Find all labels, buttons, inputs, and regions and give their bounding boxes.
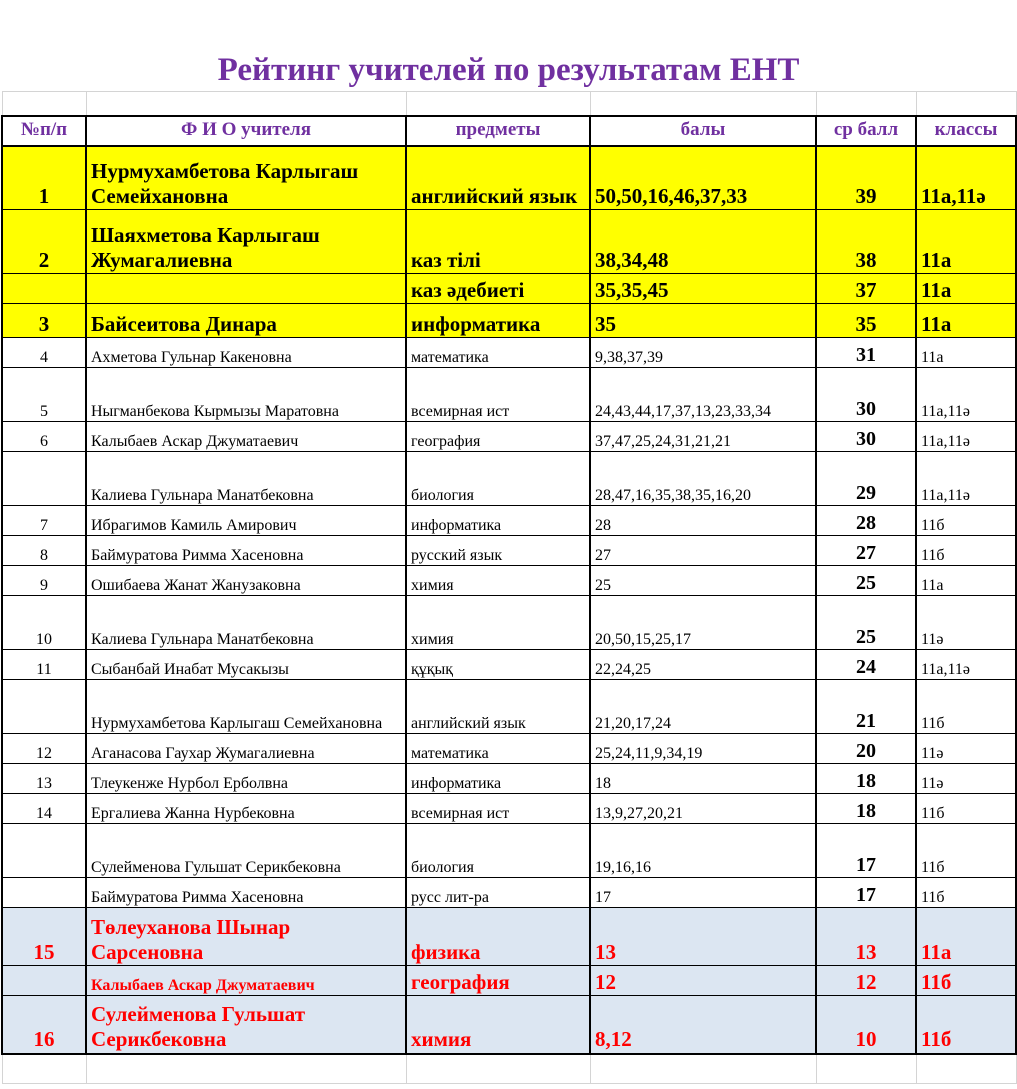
cell-avg: 17 <box>816 824 916 878</box>
cell-subject: құқық <box>406 650 590 680</box>
table-row <box>2 422 1016 452</box>
cell-subject: русс лит-ра <box>406 878 590 908</box>
cell-subject: каз әдебиеті <box>406 274 590 304</box>
cell-scores: 18 <box>590 764 816 794</box>
cell-classes: 11б <box>916 680 1016 734</box>
cell-scores: 22,24,25 <box>590 650 816 680</box>
table-row <box>2 794 1016 824</box>
cell-name: Тлеукенже Нурбол Ерболвна <box>86 764 406 794</box>
cell-classes: 11а <box>916 274 1016 304</box>
cell-avg: 31 <box>816 338 916 368</box>
cell-name: Калыбаев Аскар Джуматаевич <box>86 422 406 452</box>
cell-num <box>2 452 86 506</box>
cell-name: Ошибаева Жанат Жанузаковна <box>86 566 406 596</box>
cell-classes: 11б <box>916 506 1016 536</box>
cell-subject: биология <box>406 452 590 506</box>
cell-name: Ахметова Гульнар Какеновна <box>86 338 406 368</box>
cell-num <box>2 824 86 878</box>
cell-num <box>2 680 86 734</box>
cell-scores: 12 <box>590 966 816 996</box>
cell-name: Сулейменова Гульшат Серикбековна <box>86 996 406 1054</box>
cell-avg: 39 <box>816 146 916 210</box>
cell-avg: 27 <box>816 536 916 566</box>
cell-scores: 28,47,16,35,38,35,16,20 <box>590 452 816 506</box>
cell-scores: 9,38,37,39 <box>590 338 816 368</box>
cell-classes: 11а,11ә <box>916 452 1016 506</box>
cell-name: Сыбанбай Инабат Мусакызы <box>86 650 406 680</box>
cell-avg: 30 <box>816 422 916 452</box>
cell-avg: 18 <box>816 794 916 824</box>
cell-num <box>2 878 86 908</box>
cell-classes: 11ә <box>916 596 1016 650</box>
cell-avg: 37 <box>816 274 916 304</box>
cell-classes: 11а,11ә <box>916 650 1016 680</box>
cell-subject: биология <box>406 824 590 878</box>
cell-subject: информатика <box>406 764 590 794</box>
cell-num: 15 <box>2 908 86 966</box>
cell-scores: 24,43,44,17,37,13,23,33,34 <box>590 368 816 422</box>
table-header <box>2 116 1016 146</box>
page-title: Рейтинг учителей по результатам ЕНТ <box>217 52 800 88</box>
cell-name: Ергалиева Жанна Нурбековна <box>86 794 406 824</box>
cell-num: 1 <box>2 146 86 210</box>
cell-name: Аганасова Гаухар Жумагалиевна <box>86 734 406 764</box>
table-row <box>2 146 1016 210</box>
cell-scores: 25,24,11,9,34,19 <box>590 734 816 764</box>
cell-subject: информатика <box>406 304 590 338</box>
table-row <box>2 368 1016 422</box>
cell-avg: 21 <box>816 680 916 734</box>
cell-num <box>2 274 86 304</box>
cell-classes: 11а,11ә <box>916 368 1016 422</box>
cell-classes: 11б <box>916 996 1016 1054</box>
cell-avg: 38 <box>816 210 916 274</box>
cell-avg: 10 <box>816 996 916 1054</box>
table-row <box>2 210 1016 274</box>
cell-scores: 50,50,16,46,37,33 <box>590 146 816 210</box>
cell-avg: 13 <box>816 908 916 966</box>
header-num: №п/п <box>2 116 86 146</box>
table-row <box>2 536 1016 566</box>
cell-avg: 18 <box>816 764 916 794</box>
cell-subject: английский язык <box>406 680 590 734</box>
cell-classes: 11б <box>916 824 1016 878</box>
cell-scores: 25 <box>590 566 816 596</box>
cell-avg: 12 <box>816 966 916 996</box>
cell-avg: 20 <box>816 734 916 764</box>
cell-subject: химия <box>406 596 590 650</box>
cell-num: 13 <box>2 764 86 794</box>
cell-scores: 17 <box>590 878 816 908</box>
cell-classes: 11б <box>916 536 1016 566</box>
cell-num: 14 <box>2 794 86 824</box>
table-row <box>2 650 1016 680</box>
cell-classes: 11а,11ә <box>916 422 1016 452</box>
cell-subject: каз тілі <box>406 210 590 274</box>
cell-avg: 25 <box>816 566 916 596</box>
table-row <box>2 452 1016 506</box>
cell-classes: 11а,11ә <box>916 146 1016 210</box>
table-row <box>2 506 1016 536</box>
cell-name: Баймуратова Римма Хасеновна <box>86 878 406 908</box>
cell-num <box>2 966 86 996</box>
cell-classes: 11а <box>916 304 1016 338</box>
cell-name: Калиева Гульнара Манатбековна <box>86 596 406 650</box>
table-row <box>2 908 1016 966</box>
table-row <box>2 596 1016 650</box>
cell-classes: 11б <box>916 794 1016 824</box>
cell-scores: 21,20,17,24 <box>590 680 816 734</box>
cell-subject: русский язык <box>406 536 590 566</box>
cell-name: Калиева Гульнара Манатбековна <box>86 452 406 506</box>
header-classes: классы <box>916 116 1016 146</box>
cell-avg: 28 <box>816 506 916 536</box>
cell-scores: 19,16,16 <box>590 824 816 878</box>
cell-scores: 13 <box>590 908 816 966</box>
table-row <box>2 996 1016 1054</box>
cell-name: Нурмухамбетова Карлыгаш Семейхановна <box>86 680 406 734</box>
cell-num: 12 <box>2 734 86 764</box>
cell-classes: 11а <box>916 908 1016 966</box>
cell-scores: 35 <box>590 304 816 338</box>
cell-name <box>86 274 406 304</box>
cell-name: Төлеуханова Шынар Сарсеновна <box>86 908 406 966</box>
cell-name: Баймуратова Римма Хасеновна <box>86 536 406 566</box>
cell-subject: математика <box>406 338 590 368</box>
header-avg: ср балл <box>816 116 916 146</box>
cell-scores: 28 <box>590 506 816 536</box>
cell-name: Ныгманбекова Кырмызы Маратовна <box>86 368 406 422</box>
cell-num: 3 <box>2 304 86 338</box>
cell-avg: 24 <box>816 650 916 680</box>
header-subject: предметы <box>406 116 590 146</box>
cell-avg: 35 <box>816 304 916 338</box>
cell-name: Сулейменова Гульшат Серикбековна <box>86 824 406 878</box>
cell-scores: 20,50,15,25,17 <box>590 596 816 650</box>
cell-avg: 17 <box>816 878 916 908</box>
cell-subject: физика <box>406 908 590 966</box>
cell-scores: 27 <box>590 536 816 566</box>
cell-num: 5 <box>2 368 86 422</box>
cell-scores: 13,9,27,20,21 <box>590 794 816 824</box>
cell-subject: английский язык <box>406 146 590 210</box>
cell-avg: 30 <box>816 368 916 422</box>
rating-table <box>1 91 1017 1084</box>
cell-num: 8 <box>2 536 86 566</box>
table-row <box>2 304 1016 338</box>
cell-num: 11 <box>2 650 86 680</box>
table-row <box>2 338 1016 368</box>
cell-classes: 11ә <box>916 764 1016 794</box>
cell-num: 7 <box>2 506 86 536</box>
cell-avg: 29 <box>816 452 916 506</box>
header-scores: балы <box>590 116 816 146</box>
cell-subject: география <box>406 966 590 996</box>
cell-subject: химия <box>406 996 590 1054</box>
cell-subject: математика <box>406 734 590 764</box>
cell-name: Шаяхметова Карлыгаш Жумагалиевна <box>86 210 406 274</box>
cell-scores: 35,35,45 <box>590 274 816 304</box>
cell-subject: география <box>406 422 590 452</box>
cell-scores: 38,34,48 <box>590 210 816 274</box>
cell-subject: информатика <box>406 506 590 536</box>
cell-subject: всемирная ист <box>406 794 590 824</box>
cell-name: Калыбаев Аскар Джуматаевич <box>86 966 406 996</box>
table-row <box>2 566 1016 596</box>
cell-subject: всемирная ист <box>406 368 590 422</box>
cell-name: Байсеитова Динара <box>86 304 406 338</box>
cell-num: 10 <box>2 596 86 650</box>
cell-classes: 11б <box>916 878 1016 908</box>
cell-classes: 11а <box>916 338 1016 368</box>
table-row <box>2 734 1016 764</box>
cell-classes: 11а <box>916 210 1016 274</box>
cell-num: 4 <box>2 338 86 368</box>
cell-avg: 25 <box>816 596 916 650</box>
header-name: Ф И О учителя <box>86 116 406 146</box>
cell-scores: 8,12 <box>590 996 816 1054</box>
table-row <box>2 274 1016 304</box>
table-row <box>2 824 1016 878</box>
cell-num: 16 <box>2 996 86 1054</box>
cell-name: Ибрагимов Камиль Амирович <box>86 506 406 536</box>
cell-num: 9 <box>2 566 86 596</box>
cell-name: Нурмухамбетова Карлыгаш Семейхановна <box>86 146 406 210</box>
cell-scores: 37,47,25,24,31,21,21 <box>590 422 816 452</box>
cell-num: 2 <box>2 210 86 274</box>
table-row <box>2 764 1016 794</box>
cell-num: 6 <box>2 422 86 452</box>
cell-classes: 11а <box>916 566 1016 596</box>
table-row <box>2 878 1016 908</box>
cell-classes: 11ә <box>916 734 1016 764</box>
table-row <box>2 966 1016 996</box>
cell-subject: химия <box>406 566 590 596</box>
cell-classes: 11б <box>916 966 1016 996</box>
table-row <box>2 680 1016 734</box>
